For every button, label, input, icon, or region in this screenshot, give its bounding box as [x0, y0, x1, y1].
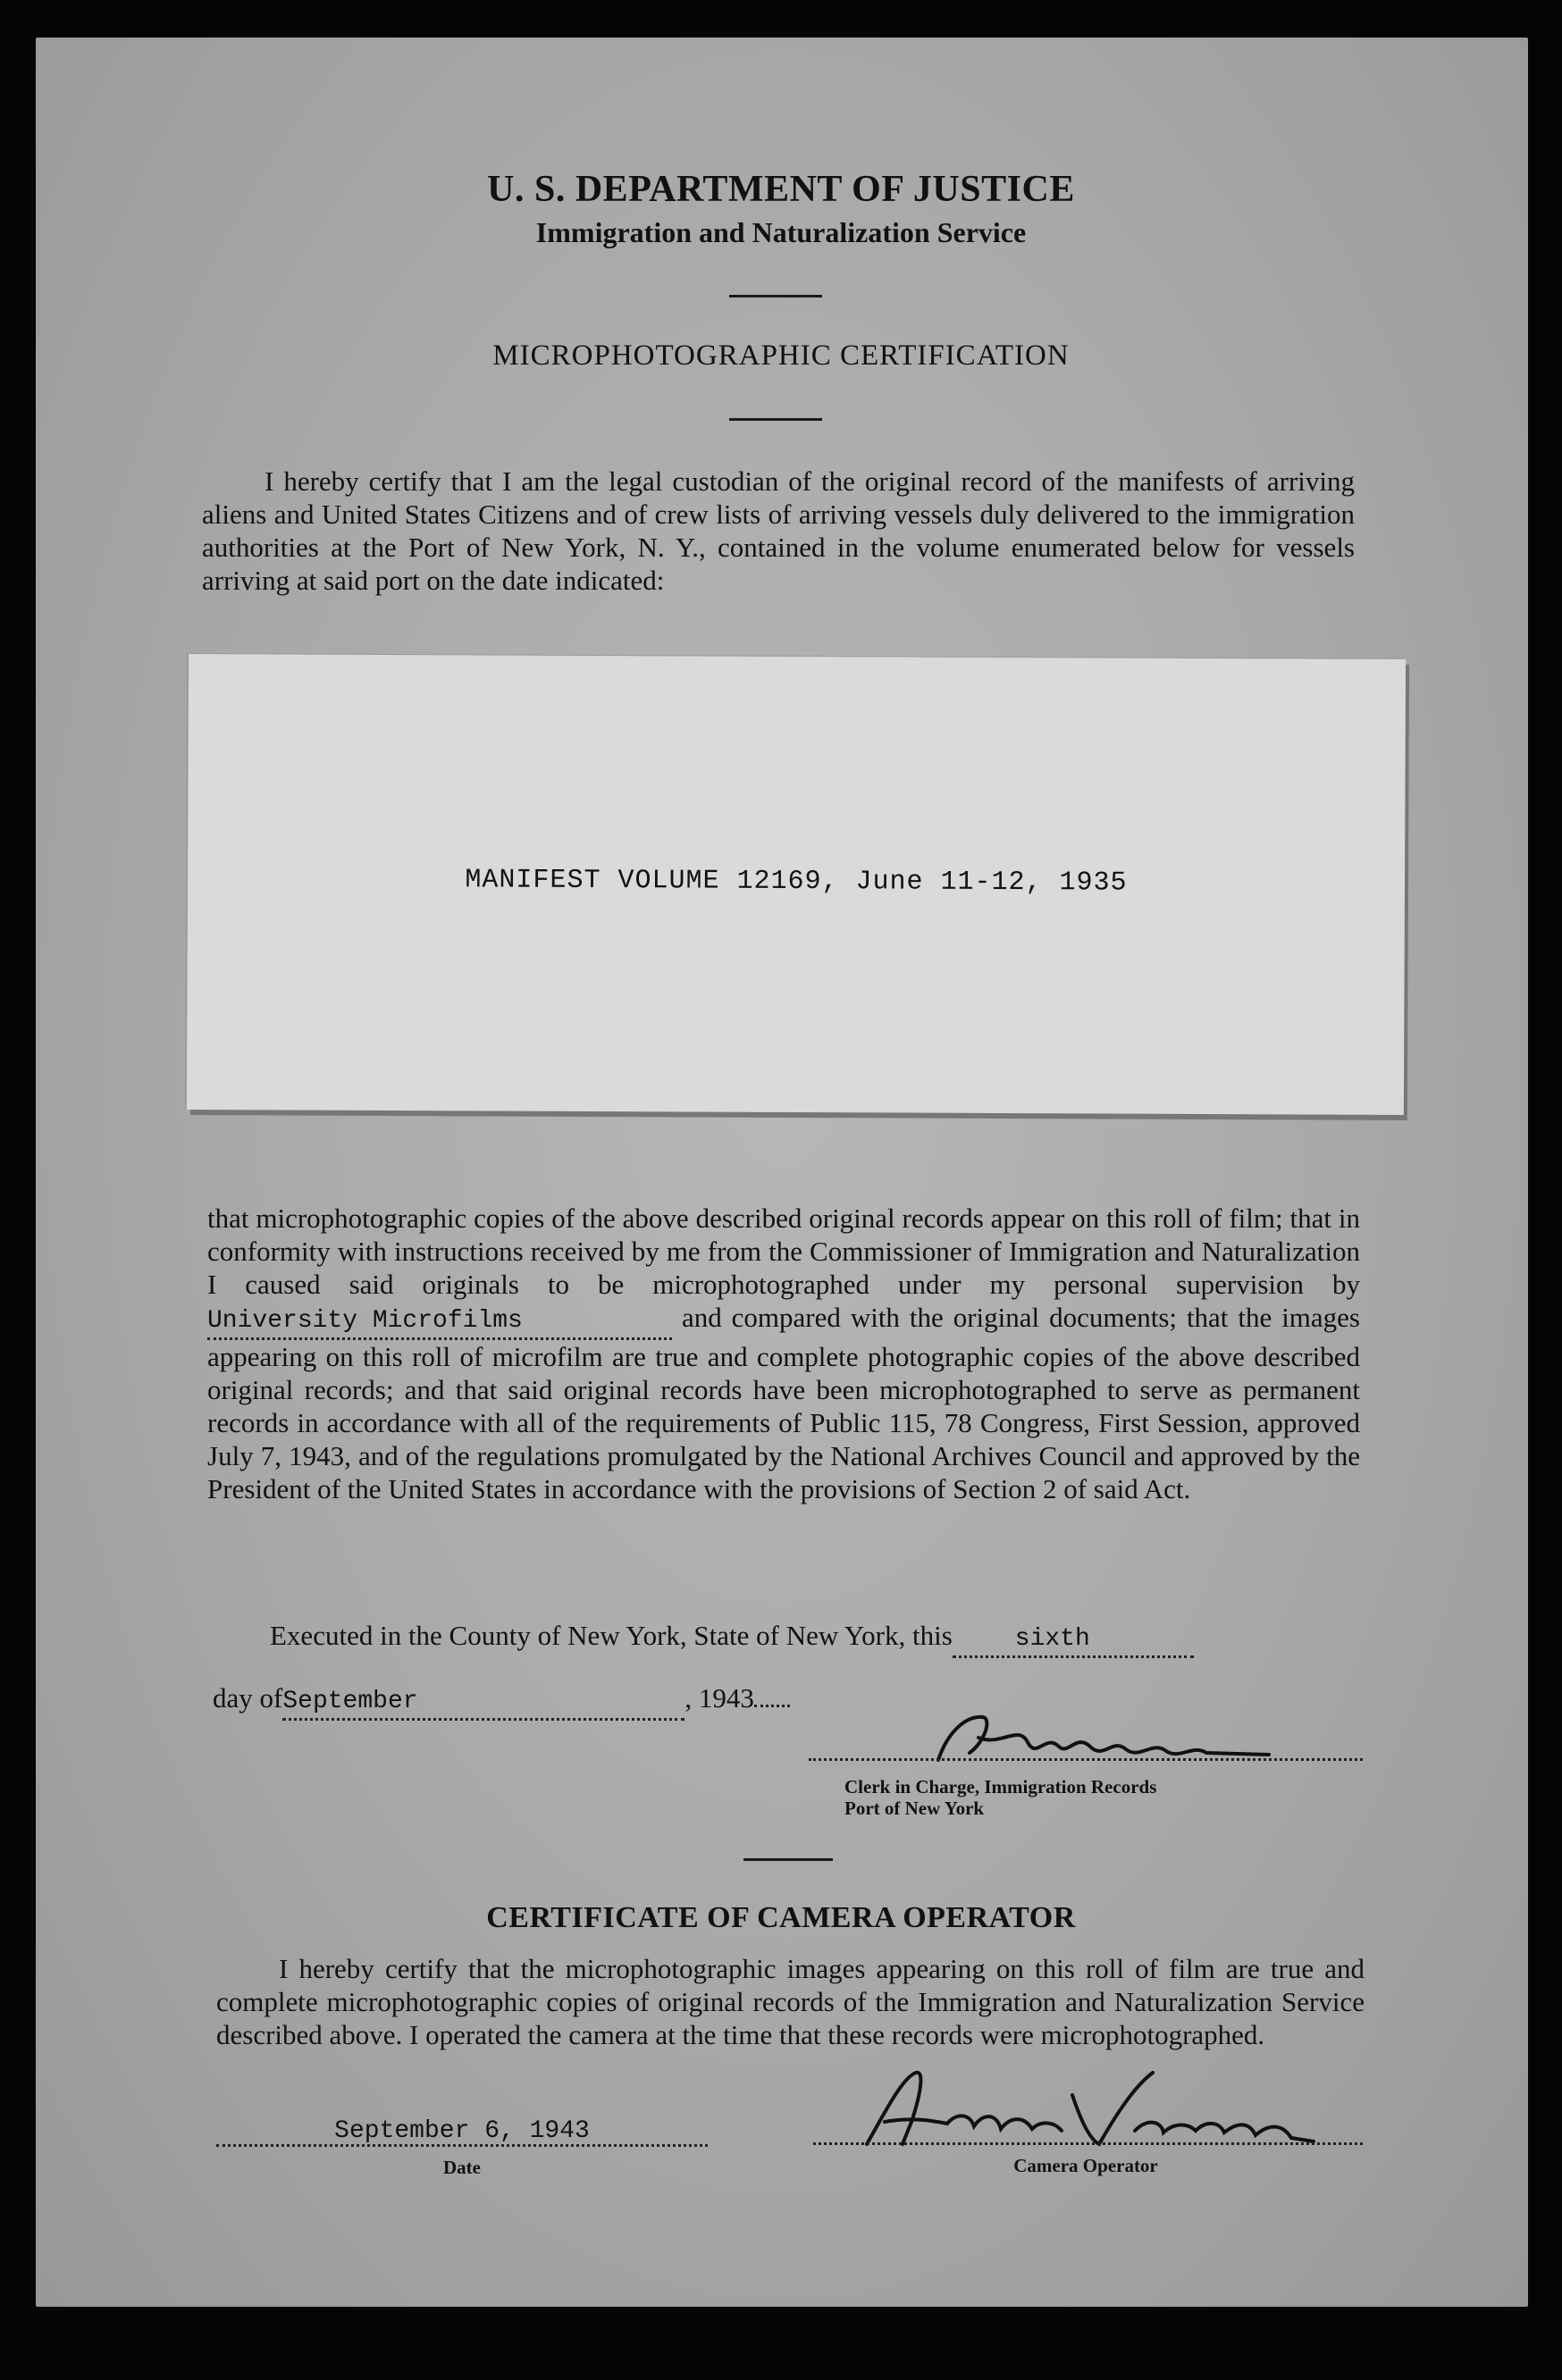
- clerk-signature: [885, 1697, 1296, 1778]
- body-text: [207, 1202, 1360, 1505]
- date-label: Date: [443, 2157, 481, 2178]
- intro-text: I hereby certify that I am the legal custodian of the original record of the manifests of arriving aliens and United States Citizens and of crew lists of arriving vessels duly delivered to the immigration authorities at the Port of New York, N. Y., contained in the volume enumerated below for vessels arriving at said port on the date indicated:: [202, 465, 1355, 596]
- body-paragraph: [207, 1202, 1360, 1505]
- camera-date-field: September 6, 1943: [334, 2117, 590, 2145]
- supervisor-field: University Microfilms: [207, 1304, 672, 1340]
- service-heading: Immigration and Naturalization Service: [535, 216, 1027, 248]
- execution-day-field: sixth: [953, 1622, 1194, 1658]
- manifest-volume-text: MANIFEST VOLUME 12169, June 11-12, 1935: [465, 865, 1128, 899]
- date-line: [216, 2144, 708, 2147]
- divider-rule: [729, 418, 822, 421]
- clerk-title: [844, 1776, 1291, 1819]
- execution-date-line: [213, 1681, 928, 1721]
- camera-paragraph: [216, 1952, 1365, 2051]
- execution-month-field: September: [282, 1685, 684, 1721]
- clerk-line2: Port of New York: [844, 1798, 985, 1819]
- operator-signature-line: [813, 2142, 1363, 2145]
- divider-rule: [729, 295, 822, 298]
- day-of-label: day of: [213, 1682, 283, 1714]
- operator-label: Camera Operator: [1013, 2155, 1158, 2176]
- year-dots: [754, 1705, 790, 1707]
- clerk-signature-line: [809, 1758, 1363, 1761]
- certification-title: MICROPHOTOGRAPHIC CERTIFICATION: [492, 339, 1070, 372]
- department-heading: U. S. DEPARTMENT OF JUSTICE: [487, 169, 1075, 210]
- manifest-insert-card: [187, 654, 1406, 1115]
- body-part2: and compared with the original documents; that the images appearing on this roll of microfilm are true and complete photographic copies of the above described original records; and that said original records have been microphotographed to serve as permanent records in accordance with all of the requirements of Public 115, 78 Congress, First Session, approved July 7, 1943, and of the regulations promulgated by the National Archives Council and approved by the President of the United States in accordance with the provisions of Section 2 of said Act.: [207, 1302, 1361, 1504]
- execution-year: , 1943: [684, 1682, 754, 1714]
- intro-paragraph: [202, 465, 1355, 597]
- execution-text: [207, 1619, 1360, 1658]
- clerk-line1: Clerk in Charge, Immigration Records: [844, 1776, 1157, 1798]
- body-part1: that microphotographic copies of the above described original records appear on this roll of film; that in conformity with instructions received by me from the Commissioner of Immigration and Naturalization I caused said originals to be microphotographed under my personal supervision by: [207, 1203, 1360, 1300]
- execution-line: [207, 1619, 1360, 1658]
- divider-rule: [743, 1858, 833, 1861]
- camera-text: I hereby certify that the microphotographic images appearing on this roll of film are true and complete microphotographic copies of original records of the Immigration and Naturalization Service described above. I operated the camera at the time that these records were microphotographed.: [216, 1953, 1365, 2050]
- execution-prefix: Executed in the County of New York, State of New York, this: [270, 1620, 953, 1651]
- camera-operator-heading: CERTIFICATE OF CAMERA OPERATOR: [486, 1901, 1076, 1934]
